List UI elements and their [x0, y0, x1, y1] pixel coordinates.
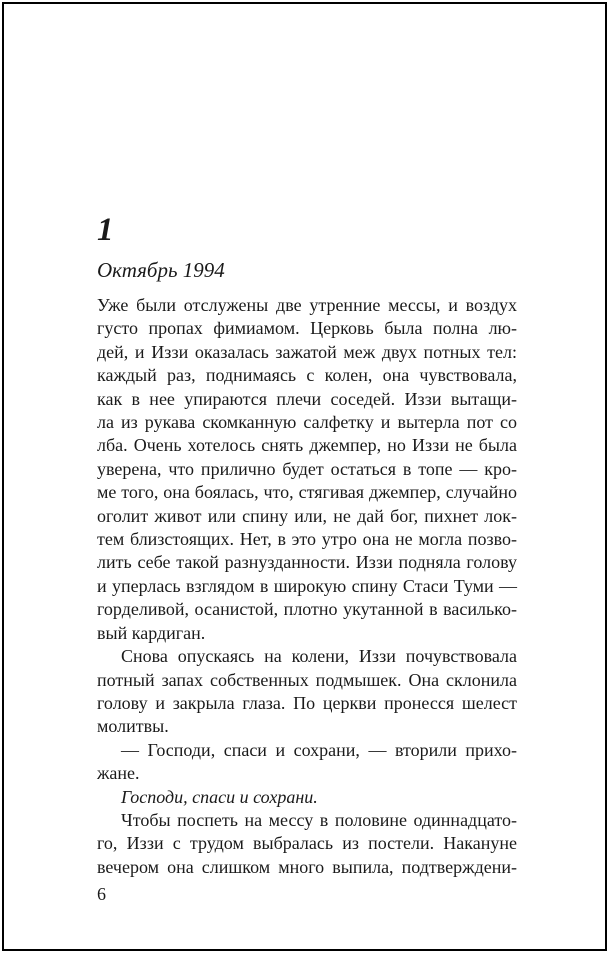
text-line: ме того, она боялась, что, стягивая джемпер, случайно	[97, 482, 517, 503]
chapter-date: Октябрь 1994	[97, 258, 225, 282]
text-line: вый кардиган.	[97, 622, 206, 643]
text-line: го, Иззи с трудом выбралась из постели. Накануне	[97, 833, 517, 854]
page-content	[97, 0, 517, 905]
text-line: лить себе такой разнузданности. Иззи подняла голову	[97, 552, 517, 573]
text-line: густо пропах фимиамом. Церковь была полна лю-	[97, 318, 517, 339]
text-line: ла из рукава скомканную салфетку и вытерла пот со	[97, 412, 517, 433]
text-line: голову и закрыла глаза. По церкви пронесся шелест	[97, 692, 517, 713]
text-line: дей, и Иззи оказалась зажатой меж двух потных тел:	[97, 341, 517, 362]
body-text	[97, 294, 517, 879]
text-line: и уперлась взглядом в широкую спину Стаси Туми —	[97, 575, 517, 596]
text-line: оголит живот или спину или, не дай бог, пихнет лок-	[97, 505, 517, 526]
text-line: потный запах собственных подмышек. Она склонила	[97, 669, 517, 690]
text-line: Уже были отслужены две утренние мессы, и воздух	[97, 295, 517, 315]
text-line: — Господи, спаси и сохрани, — вторили прихо-	[121, 739, 517, 760]
text-line: лба. Очень хотелось снять джемпер, но Иззи не была	[97, 435, 517, 456]
page-number: 6	[97, 884, 106, 905]
text-line: жане.	[97, 763, 140, 784]
text-line: как в нее упираются плечи соседей. Иззи вытащи-	[97, 388, 517, 409]
text-line: Снова опускаясь на колени, Иззи почувствовала	[121, 646, 517, 667]
text-line: каждый раз, поднимаясь с колен, она чувствовала,	[97, 365, 517, 386]
text-line: горделивой, осанистой, плотно укутанной в василько-	[97, 599, 517, 620]
text-line: уверена, что прилично будет остаться в топе — кро-	[97, 458, 517, 479]
text-line: тем близстоящих. Нет, в это утро она не могла позво-	[97, 529, 517, 550]
text-line: вечером она слишком много выпила, подтверждени-	[97, 856, 517, 877]
chapter-number: 1	[97, 212, 114, 248]
text-line: Господи, спаси и сохрани.	[121, 786, 318, 807]
text-line: Чтобы поспеть на мессу в половине одиннадцато-	[121, 809, 517, 830]
text-line: молитвы.	[97, 716, 169, 737]
